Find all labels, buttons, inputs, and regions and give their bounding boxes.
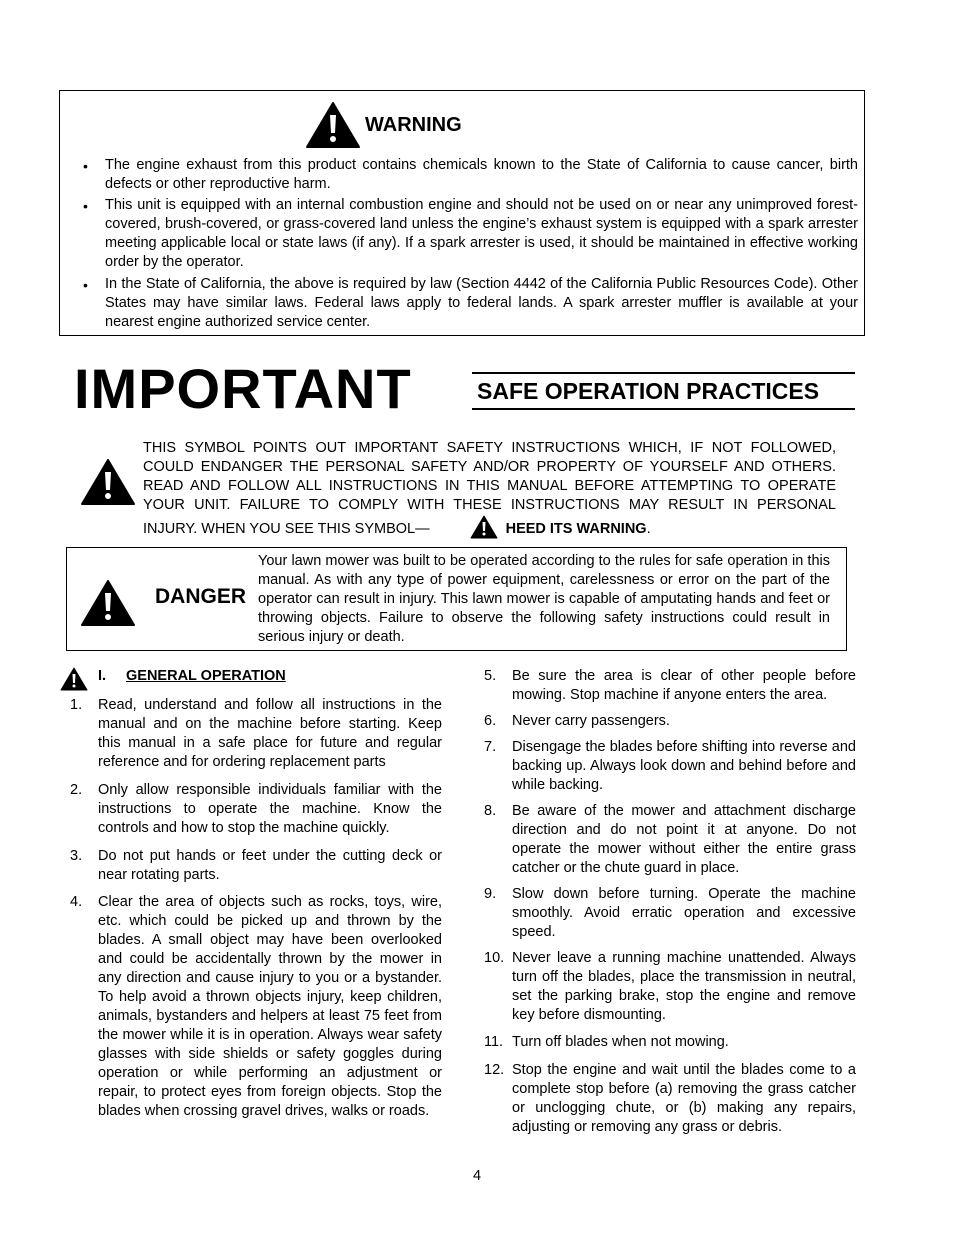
warning-bullet: This unit is equipped with an internal combustion engine and should not be used on or near any unimproved forest-covered, brush-covered, or grass-covered land unless the engine’s exhaust system is equipped with a spark arrester meeting applicable local or state laws (if any). If a spark arrester is used, it should be maintained in effective working order by the operator. bbox=[105, 197, 858, 270]
item-text: Stop the engine and wait until the blades come to a complete stop before (a) removing the grass catcher or unclogging chute, or (b) making any repairs, adjusting or removing any grass or debris. bbox=[512, 1062, 856, 1135]
danger-label: DANGER bbox=[155, 585, 247, 608]
item-number: 11. bbox=[484, 1034, 504, 1050]
symbol-explanation-text: THIS SYMBOL POINTS OUT IMPORTANT SAFETY INSTRUCTIONS WHICH, IF NOT FOLLOWED, COULD ENDANGER THE PERSONAL SAFETY AND/OR PROPERTY OF YOURSELF AND OTHERS. READ AND FOLLOW ALL INSTRUCTIONS IN THIS MANUAL BEFORE ATTEMPTING TO OPERATE YOUR UNIT. FAILURE TO COMPLY WITH THESE INSTRUCTIONS MAY RESULT IN PERSONAL INJURY. WHEN YOU SEE THIS SYMBOL— bbox=[143, 440, 836, 537]
item-text: Disengage the blades before shifting into reverse and backing up. Always look down and behind before and while backing. bbox=[512, 739, 856, 793]
page-number: 4 bbox=[473, 1168, 482, 1184]
item-number: 10. bbox=[484, 950, 505, 966]
period: . bbox=[646, 521, 651, 537]
item-text: Slow down before turning. Operate the machine smoothly. Avoid erratic operation and excessive speed. bbox=[512, 886, 856, 940]
section-number: I. bbox=[98, 668, 107, 684]
item-number: 3. bbox=[70, 848, 83, 864]
section-alert-icon bbox=[60, 667, 88, 691]
item-number: 12. bbox=[484, 1062, 505, 1078]
item-number: 8. bbox=[484, 803, 497, 819]
safety-alert-icon bbox=[80, 458, 136, 506]
bullet-icon: • bbox=[83, 198, 88, 214]
item-number: 9. bbox=[484, 886, 497, 902]
item-number: 1. bbox=[70, 697, 83, 713]
item-text: Only allow responsible individuals familiar with the instructions to operate the machine. Know the controls and how to stop the machine quickly. bbox=[98, 782, 442, 836]
danger-triangle-icon bbox=[80, 579, 136, 627]
symbol-explanation bbox=[143, 439, 836, 539]
item-number: 6. bbox=[484, 713, 497, 729]
divider bbox=[472, 372, 855, 374]
item-number: 4. bbox=[70, 894, 83, 910]
bullet-icon: • bbox=[83, 158, 88, 174]
item-text: Turn off blades when not mowing. bbox=[512, 1034, 729, 1050]
item-text: Never carry passengers. bbox=[512, 713, 670, 729]
danger-text: Your lawn mower was built to be operated according to the rules for safe operation in this manual. As with any type of power equipment, carelessness or error on the part of the operator can result in injury. This lawn mower is capable of amputating hands and feet or throwing objects. Failure to observe the following safety instructions could result in serious injury or death. bbox=[258, 553, 830, 645]
important-heading: IMPORTANT bbox=[74, 357, 412, 420]
bullet-icon: • bbox=[83, 277, 88, 293]
section-title: GENERAL OPERATION bbox=[126, 668, 286, 684]
warning-triangle-icon bbox=[305, 101, 361, 149]
item-text: Never leave a running machine unattended. Always turn off the blades, place the transmission in neutral, set the parking brake, stop the engine and remove key before dismounting. bbox=[512, 950, 856, 1023]
safe-operation-title: SAFE OPERATION PRACTICES bbox=[477, 378, 820, 404]
item-number: 2. bbox=[70, 782, 83, 798]
item-text: Be aware of the mower and attachment discharge direction and do not point it at anyone. Do not operate the mower without either the entire grass catcher or the chute guard in place. bbox=[512, 803, 856, 876]
warning-bullet: In the State of California, the above is required by law (Section 4442 of the California Public Resources Code). Other States may have similar laws. Federal laws apply to federal lands. A spark arrester muffler is available at your nearest engine authorized service center. bbox=[105, 276, 858, 330]
item-text: Be sure the area is clear of other people before mowing. Stop machine if anyone enters the area. bbox=[512, 668, 856, 703]
item-text: Do not put hands or feet under the cutting deck or near rotating parts. bbox=[98, 848, 442, 883]
warning-bullet: The engine exhaust from this product contains chemicals known to the State of California to cause cancer, birth defects or other reproductive harm. bbox=[105, 157, 858, 192]
item-text: Read, understand and follow all instructions in the manual and on the machine before starting. Keep this manual in a safe place for future and regular reference and for ordering replacement parts bbox=[98, 697, 442, 770]
item-number: 7. bbox=[484, 739, 497, 755]
divider bbox=[472, 408, 855, 410]
warning-title: WARNING bbox=[365, 114, 462, 136]
heed-warning-text: HEED ITS WARNING bbox=[505, 521, 647, 537]
item-text: Clear the area of objects such as rocks, toys, wire, etc. which could be picked up and thrown by the blades. A small object may have been overlooked and could be accidentally thrown by the mower in any direction and cause injury to you or a bystander. To help avoid a thrown objects injury, keep children, animals, bystanders and helpers at least 75 feet from the mower while it is in operation. Always wear safety glasses with side shields or safety goggles during operation or while performing an adjustment or repair, to protect eyes from foreign objects. Stop the blades when crossing gravel drives, walks or roads. bbox=[98, 894, 442, 1119]
item-number: 5. bbox=[484, 668, 497, 684]
small-alert-icon bbox=[470, 515, 498, 539]
